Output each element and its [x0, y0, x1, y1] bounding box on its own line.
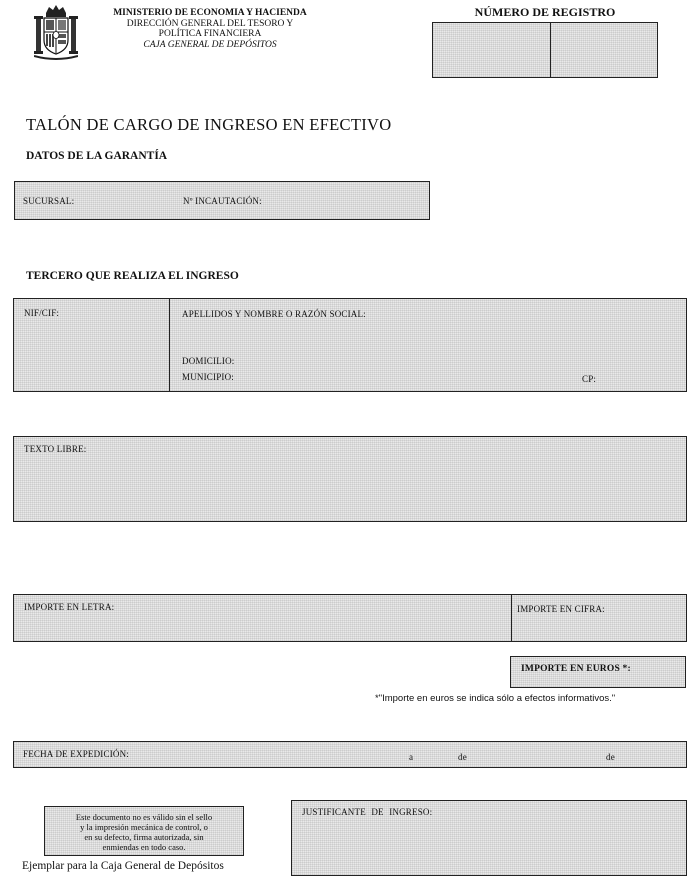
justificante-label: JUSTIFICANTE DE INGRESO:: [302, 807, 433, 817]
importe-euros-box[interactable]: [510, 656, 686, 688]
tercero-divider: [169, 299, 170, 391]
registration-divider: [550, 23, 551, 77]
ministry-name: MINISTERIO DE ECONOMIA Y HACIENDA: [113, 8, 307, 18]
page-title: TALÓN DE CARGO DE INGRESO EN EFECTIVO: [26, 115, 392, 134]
nombre-field[interactable]: APELLIDOS Y NOMBRE O RAZÓN SOCIAL:: [182, 309, 366, 319]
importe-box: [13, 594, 687, 642]
fecha-de-2: de: [606, 752, 615, 762]
direction-name: DIRECCIÓN GENERAL DEL TESORO Y: [126, 18, 294, 29]
fecha-box: [13, 741, 687, 768]
registration-number-box[interactable]: [432, 22, 658, 78]
validity-notice: [44, 806, 244, 856]
importe-divider: [511, 595, 512, 641]
garantia-heading: DATOS DE LA GARANTÍA: [26, 150, 168, 162]
euros-footnote: *"Importe en euros se indica sólo a efectos informativos.": [375, 693, 616, 704]
cp-field[interactable]: CP:: [582, 374, 597, 384]
caja-name: CAJA GENERAL DE DEPÓSITOS: [143, 39, 277, 50]
importe-letra-field[interactable]: IMPORTE EN LETRA:: [24, 602, 115, 612]
domicilio-field[interactable]: DOMICILIO:: [182, 356, 235, 366]
validity-line-4: enmiendas en todo caso.: [102, 842, 186, 852]
validity-line-3: en su defecto, firma autorizada, sin: [84, 832, 204, 842]
issuer-header: [100, 8, 320, 50]
importe-euros-label: IMPORTE EN EUROS *:: [521, 664, 631, 674]
fecha-de-1: de: [458, 752, 467, 762]
municipio-field[interactable]: MUNICIPIO:: [182, 372, 235, 382]
garantia-box: [14, 181, 430, 220]
validity-line-2: y la impresión mecánica de control, o: [80, 822, 208, 832]
copy-destination-footer: Ejemplar para la Caja General de Depósitos: [22, 860, 224, 872]
nif-field[interactable]: NIF/CIF:: [24, 308, 60, 318]
validity-line-1: Este documento no es válido sin el sello: [75, 812, 213, 822]
incautacion-field[interactable]: Nº INCAUTACIÓN:: [183, 196, 262, 206]
policy-name: POLÍTICA FINANCIERA: [158, 29, 262, 39]
tercero-box: [13, 298, 687, 392]
importe-cifra-field[interactable]: IMPORTE EN CIFRA:: [517, 604, 605, 614]
texto-libre-label: TEXTO LIBRE:: [24, 444, 87, 454]
texto-libre-box[interactable]: [13, 436, 687, 522]
coat-of-arms-icon: [34, 4, 78, 62]
tercero-heading: TERCERO QUE REALIZA EL INGRESO: [26, 270, 239, 282]
fecha-a: a: [409, 752, 414, 762]
registration-number-title: NÚMERO DE REGISTRO: [474, 5, 616, 19]
sucursal-field[interactable]: SUCURSAL:: [23, 196, 75, 206]
justificante-box[interactable]: [291, 800, 687, 876]
fecha-label: FECHA DE EXPEDICIÓN:: [23, 749, 130, 759]
